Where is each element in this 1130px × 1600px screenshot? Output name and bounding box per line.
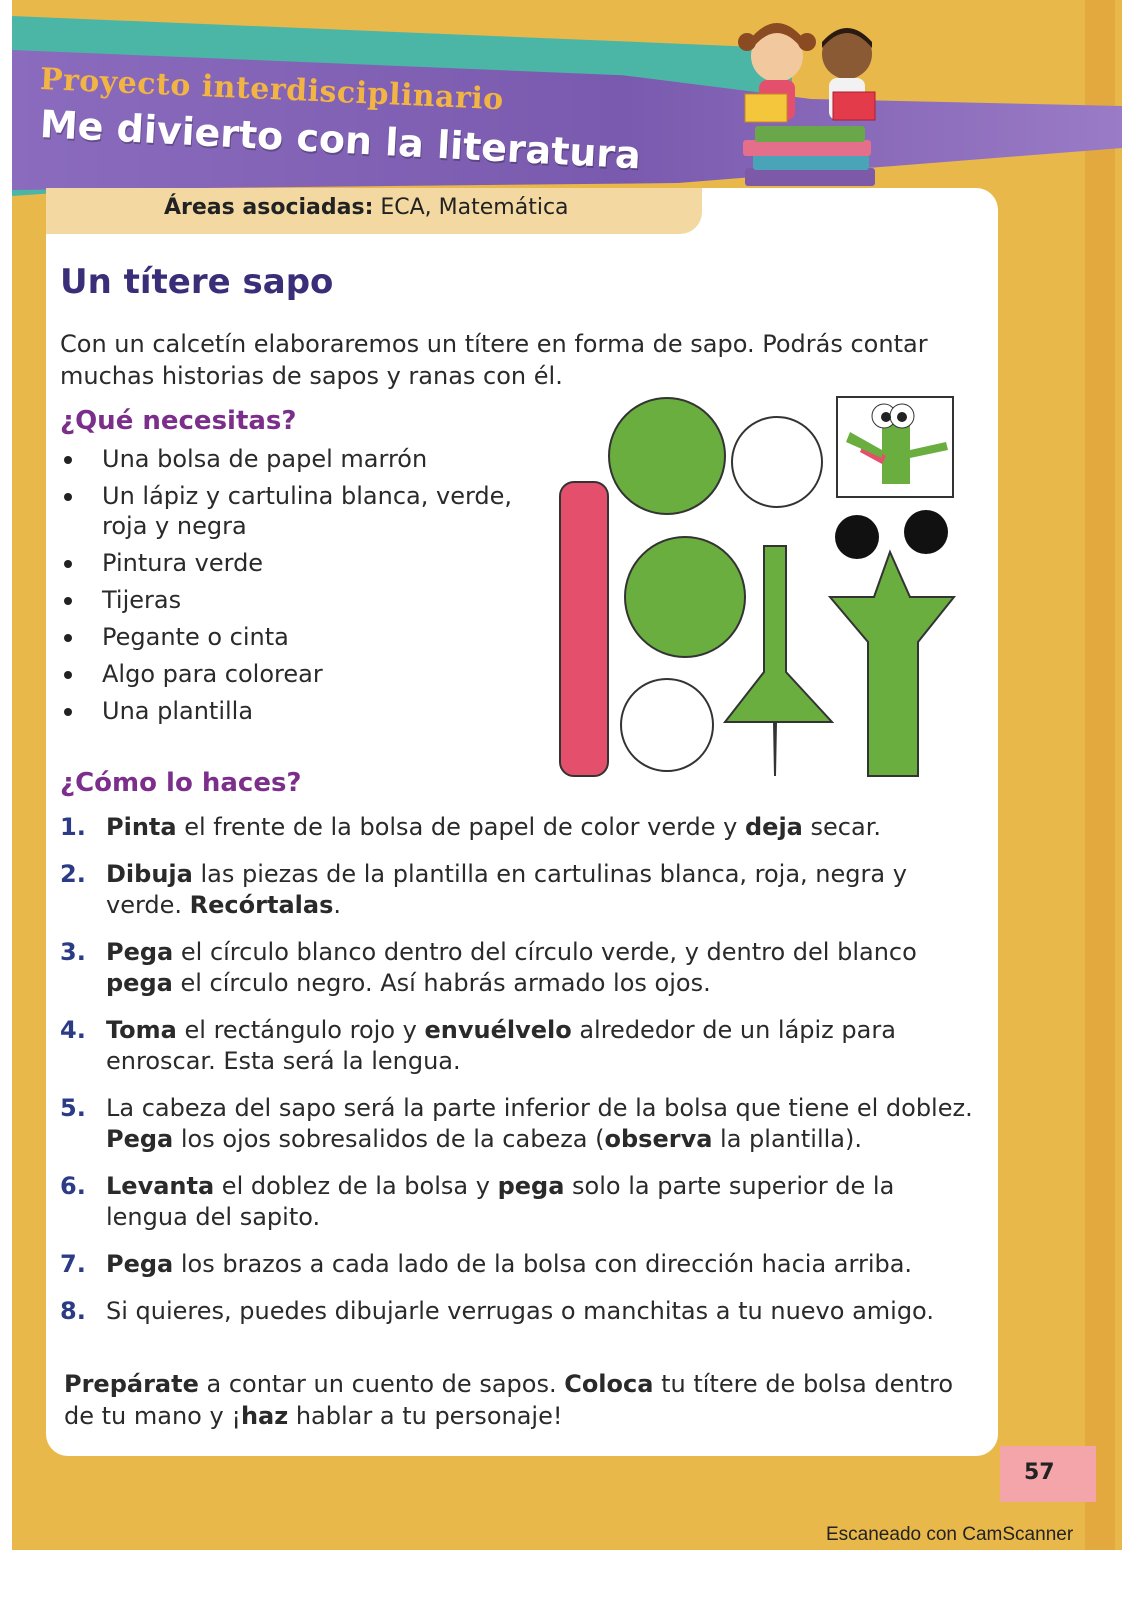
frog-template-illustration xyxy=(550,392,970,784)
bullet-icon xyxy=(64,493,72,501)
bold-verb: Pega xyxy=(106,938,174,966)
bold-verb: Levanta xyxy=(106,1172,215,1200)
section-title: Un títere sapo xyxy=(60,262,334,302)
page-number: 57 xyxy=(1024,1460,1055,1485)
text-run: . xyxy=(333,891,341,919)
text-run: La cabeza del sapo será la parte inferior de la bolsa que tiene el doblez. xyxy=(106,1094,973,1122)
text-run: el círculo blanco dentro del círculo verde, y dentro del blanco xyxy=(173,938,917,966)
bold-verb: Coloca xyxy=(564,1370,654,1398)
bold-verb: Toma xyxy=(106,1016,177,1044)
closing-paragraph xyxy=(64,1368,964,1432)
step-number: 7. xyxy=(60,1250,86,1278)
bold-verb: pega xyxy=(106,969,173,997)
text-run: los ojos sobresalidos de la cabeza ( xyxy=(173,1125,605,1153)
bold-verb: Dibuja xyxy=(106,860,193,888)
material-label: Pintura verde xyxy=(102,549,264,577)
bold-verb: Pega xyxy=(106,1250,174,1278)
material-item xyxy=(60,659,540,689)
text-run: las piezas de la plantilla en cartulinas blanca, roja, negra y verde. xyxy=(106,860,907,919)
step-item xyxy=(60,937,980,999)
bold-verb: Pinta xyxy=(106,813,177,841)
step-item xyxy=(60,1296,980,1327)
bold-verb: observa xyxy=(604,1125,713,1153)
bold-verb: Pega xyxy=(106,1125,174,1153)
material-item xyxy=(60,481,540,541)
material-label: Algo para colorear xyxy=(102,660,323,688)
step-item xyxy=(60,1249,980,1280)
intro-paragraph: Con un calcetín elaboraremos un títere en forma de sapo. Podrás contar muchas historias de sapos y ranas con él. xyxy=(60,330,928,390)
steps-heading: ¿Cómo lo haces? xyxy=(60,768,302,798)
material-item xyxy=(60,548,540,578)
material-item xyxy=(60,696,540,726)
step-number: 8. xyxy=(60,1297,86,1325)
bullet-icon xyxy=(64,634,72,642)
scanner-watermark: Escaneado con CamScanner xyxy=(826,1524,1074,1545)
step-number: 2. xyxy=(60,860,86,888)
material-item xyxy=(60,444,540,474)
text-run: los brazos a cada lado de la bolsa con dirección hacia arriba. xyxy=(173,1250,913,1278)
step-item xyxy=(60,1015,980,1077)
step-item xyxy=(60,1171,980,1233)
areas-label: Áreas asociadas: xyxy=(164,195,374,220)
text-run: a contar un cuento de sapos. xyxy=(198,1370,565,1398)
bold-verb: envuélvelo xyxy=(424,1016,572,1044)
page-edge-strip xyxy=(1085,0,1115,1550)
text-run: Si quieres, puedes dibujarle verrugas o manchitas a tu nuevo amigo. xyxy=(106,1297,934,1325)
bullet-icon xyxy=(64,671,72,679)
material-item xyxy=(60,585,540,615)
step-number: 4. xyxy=(60,1016,86,1044)
step-number: 1. xyxy=(60,813,86,841)
bullet-icon xyxy=(64,708,72,716)
bold-verb: deja xyxy=(745,813,803,841)
text-run: el círculo negro. Así habrás armado los ojos. xyxy=(172,969,711,997)
text-run: solo la parte superior de la lengua del sapito. xyxy=(106,1172,895,1231)
text-run: secar. xyxy=(802,813,881,841)
step-item xyxy=(60,812,980,843)
bold-verb: Prepárate xyxy=(64,1370,199,1398)
bullet-icon xyxy=(64,597,72,605)
text-run: el doblez de la bolsa y xyxy=(214,1172,498,1200)
material-label: Una plantilla xyxy=(102,697,254,725)
bold-verb: Recórtalas xyxy=(189,891,334,919)
step-item xyxy=(60,1093,980,1155)
kids-reading-illustration xyxy=(725,8,895,208)
areas-value: ECA, Matemática xyxy=(373,195,569,220)
step-number: 5. xyxy=(60,1094,86,1122)
material-label: Pegante o cinta xyxy=(102,623,289,651)
bullet-icon xyxy=(64,456,72,464)
text-run: el rectángulo rojo y xyxy=(176,1016,425,1044)
text-run: la plantilla). xyxy=(712,1125,862,1153)
text-run: hablar a tu personaje! xyxy=(288,1402,563,1430)
material-label: Tijeras xyxy=(102,586,182,614)
step-number: 6. xyxy=(60,1172,86,1200)
steps-list xyxy=(60,812,980,1343)
material-item xyxy=(60,622,540,652)
materials-list xyxy=(60,444,540,733)
step-number: 3. xyxy=(60,938,86,966)
material-label: Un lápiz y cartulina blanca, verde, roja y negra xyxy=(102,482,513,540)
bold-verb: haz xyxy=(240,1402,289,1430)
bold-verb: pega xyxy=(497,1172,565,1200)
material-label: Una bolsa de papel marrón xyxy=(102,445,428,473)
text-run: tu títere de bolsa dentro de tu mano y ¡ xyxy=(64,1370,954,1430)
banner-kicker: Proyecto interdisciplinario xyxy=(39,62,505,118)
associated-areas xyxy=(164,195,569,220)
step-item xyxy=(60,859,980,921)
text-run: el frente de la bolsa de papel de color verde y xyxy=(176,813,745,841)
materials-heading: ¿Qué necesitas? xyxy=(60,406,297,436)
banner-title: Me divierto con la literatura xyxy=(38,102,642,178)
bullet-icon xyxy=(64,560,72,568)
text-run: alrededor de un lápiz para enroscar. Esta será la lengua. xyxy=(106,1016,896,1075)
